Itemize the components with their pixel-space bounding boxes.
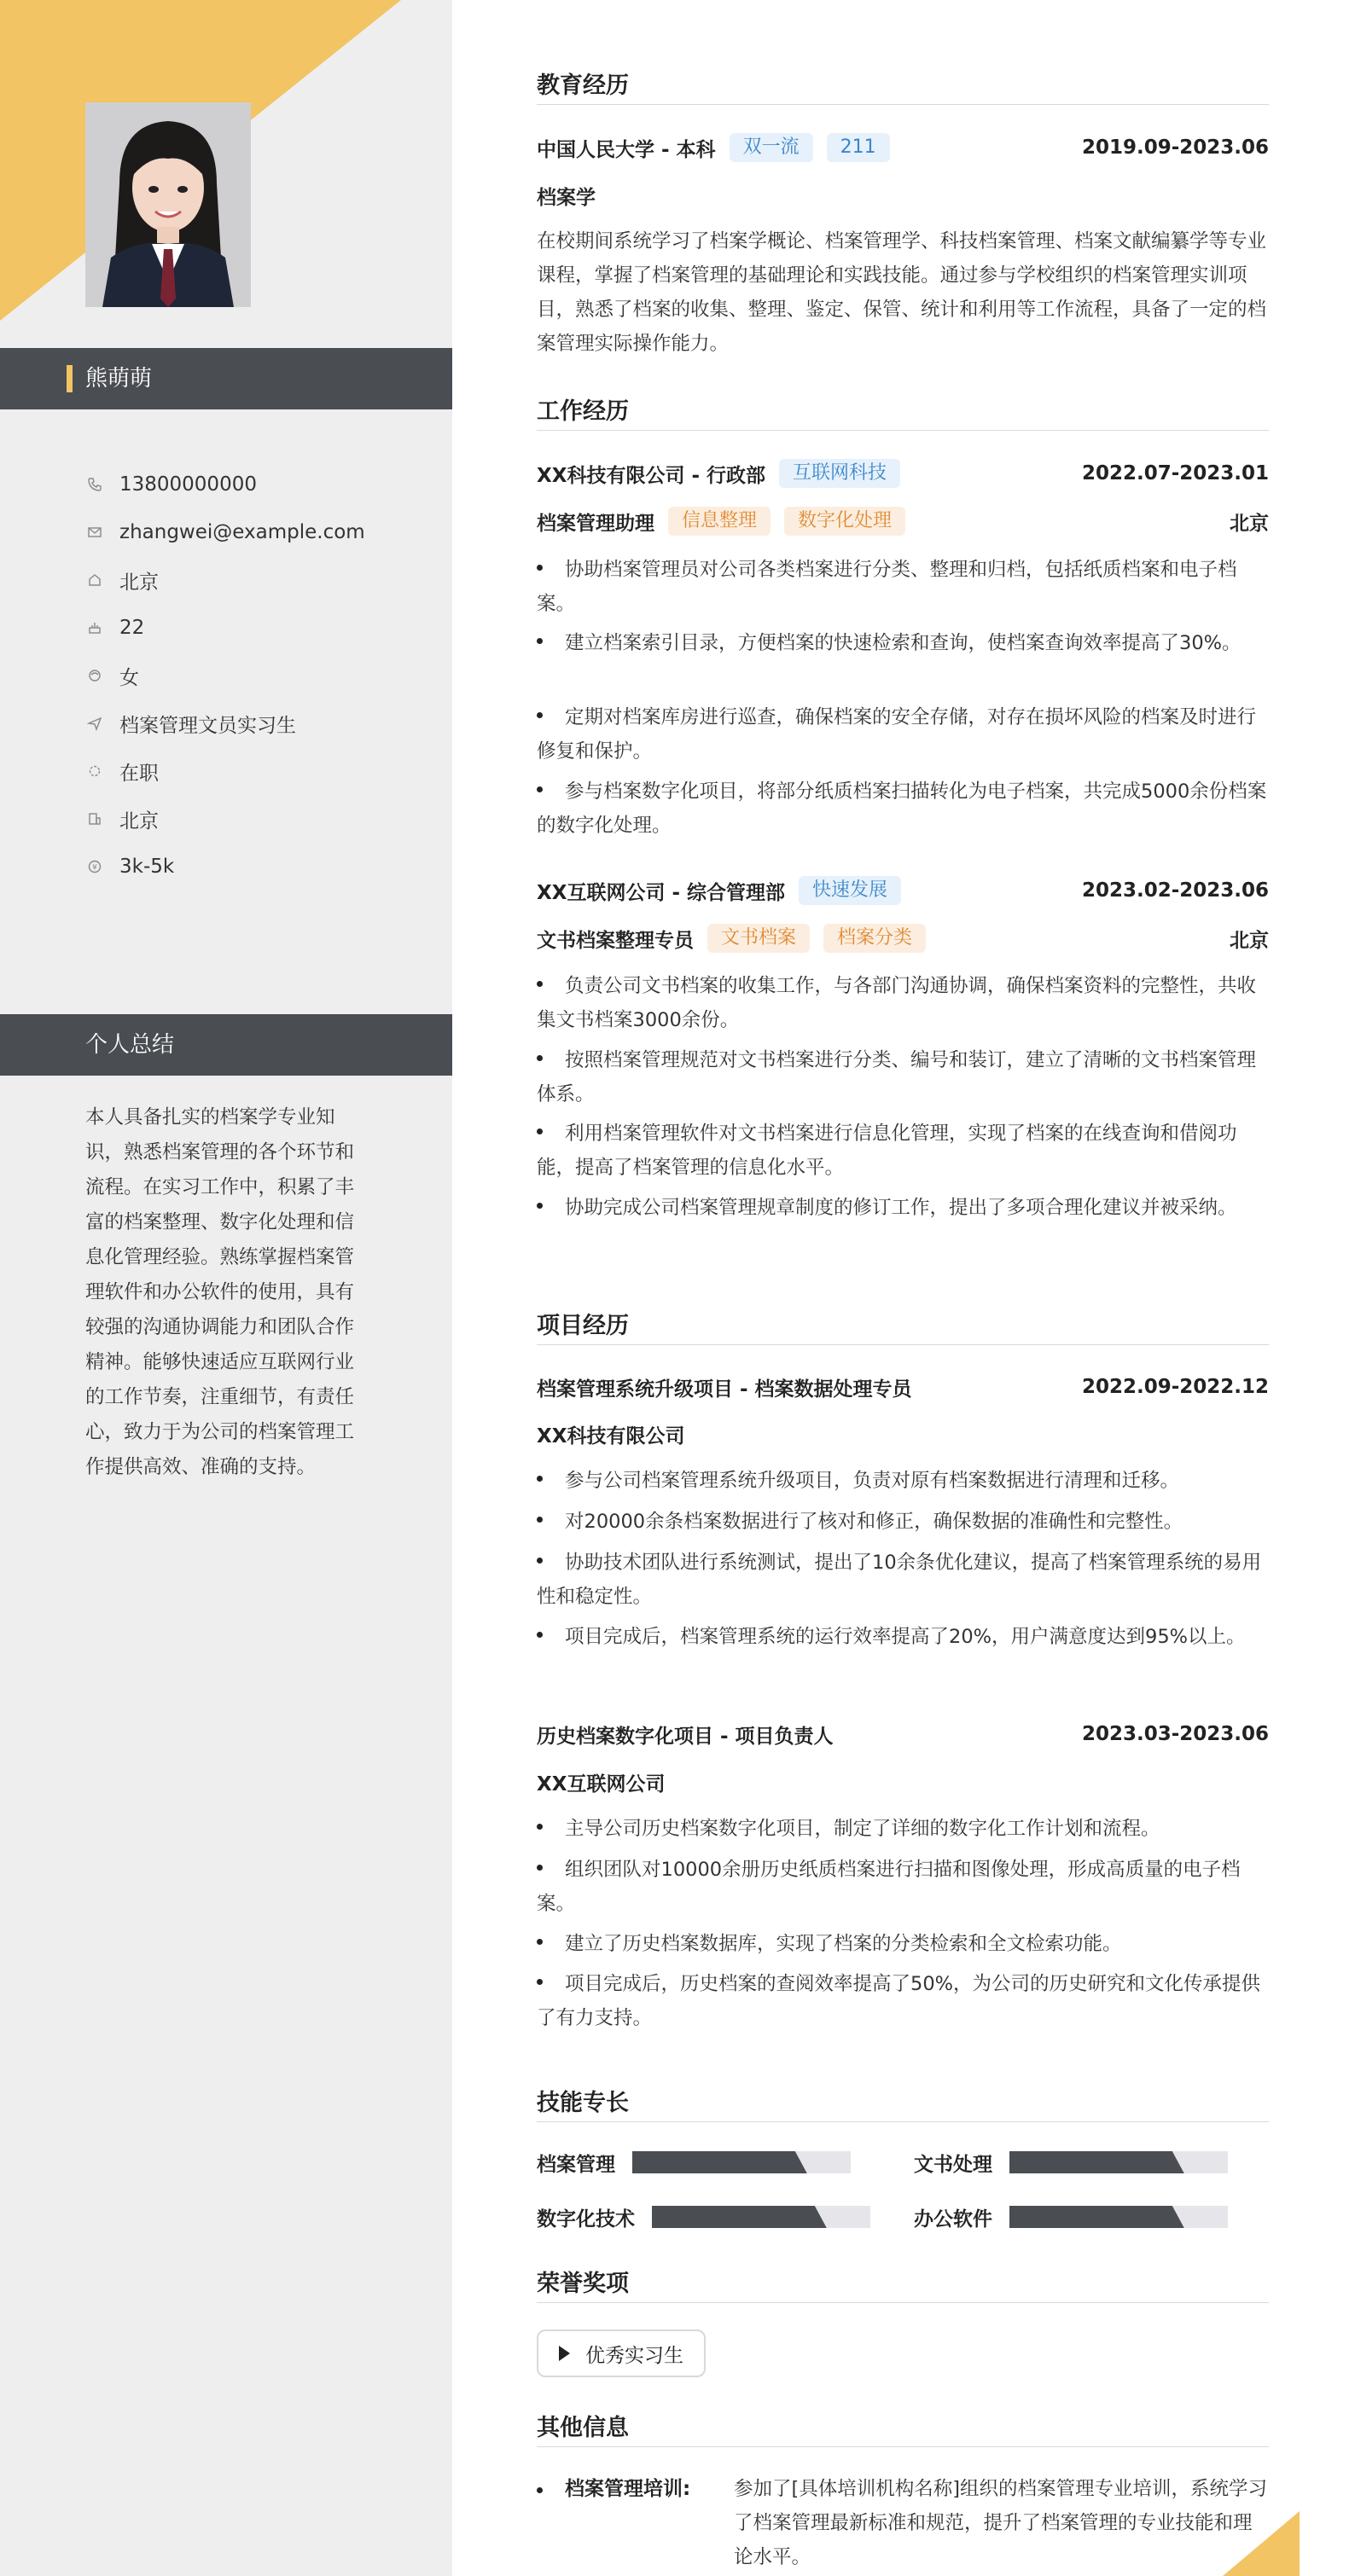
skill-bar [1009, 2151, 1228, 2173]
contact-text: 在职 [119, 762, 159, 785]
job-bullet: 参与档案数字化项目，将部分纸质档案扫描转化为电子档案，共完成5000余份档案的数字化处理。 [537, 780, 1267, 837]
project-bullet: 建立了历史档案数据库，实现了档案的分类检索和全文检索功能。 [537, 1927, 1269, 1961]
bullet-dot [537, 712, 543, 718]
education-header [537, 131, 1269, 165]
salary-icon [85, 857, 104, 876]
send-icon [85, 714, 104, 733]
candidate-name: 熊萌萌 [85, 366, 153, 392]
bullet-dot [537, 1517, 543, 1523]
bullet-dot [537, 565, 543, 571]
job-role: 档案管理助理 [537, 512, 654, 535]
contact-email [85, 508, 444, 556]
project-company: XX互联网公司 [537, 1772, 666, 1796]
project-bullet: 项目完成后，历史档案的查阅效率提高了50%，为公司的历史研究和文化传承提供了有力支持。 [537, 1973, 1261, 2029]
job-role-row [537, 921, 1269, 955]
project-bullet: 协助技术团队进行系统测试，提出了10余条优化建议，提高了档案管理系统的易用性和稳定性。 [537, 1552, 1262, 1608]
project-name: 档案管理系统升级项目 - 档案数据处理专员 [537, 1378, 912, 1401]
job-bullet: 按照档案管理规范对文书档案进行分类、编号和装订，建立了清晰的文书档案管理体系。 [537, 1049, 1257, 1105]
project-bullet: 组织团队对10000余册历史纸质档案进行扫描和图像处理，形成高质量的电子档案。 [537, 1859, 1241, 1915]
home-icon [85, 571, 104, 589]
status-icon [85, 762, 104, 780]
sidebar [0, 0, 452, 2576]
contact-age [85, 604, 444, 652]
job-city: 北京 [1230, 512, 1269, 535]
bullet-dot [537, 1055, 543, 1061]
summary-title-bar [0, 1014, 452, 1076]
job-bullet: 负责公司文书档案的收集工作，与各部门沟通协调，确保档案资料的完整性，共收集文书档案3000余份。 [537, 975, 1257, 1031]
skill-label: 数字化技术 [537, 2208, 635, 2231]
bullet-dot [537, 638, 543, 644]
company-name: XX互联网公司 - 综合管理部 [537, 881, 786, 904]
skill-fill [1009, 2206, 1184, 2228]
project-header [537, 1717, 1269, 1751]
skill-label: 档案管理 [537, 2153, 615, 2176]
role-tag: 文书档案 [707, 924, 810, 953]
contact-text: 3k-5k [119, 856, 175, 878]
project-date: 2022.09-2022.12 [1081, 1376, 1269, 1398]
contact-text: 北京 [119, 809, 159, 833]
role-tag: 信息整理 [668, 507, 771, 536]
job-bullet: 定期对档案库房进行巡查，确保档案的安全存储，对存在损坏风险的档案及时进行修复和保护。 [537, 706, 1257, 763]
other-info-item [537, 2472, 1269, 2574]
svg-text:¥: ¥ [92, 863, 97, 873]
bullet-dot [537, 1476, 543, 1482]
bullet-dot [537, 2487, 543, 2493]
project-company-row [537, 1417, 1269, 1451]
bullet-dot [537, 786, 543, 792]
summary-title: 个人总结 [85, 1032, 175, 1058]
section-title-education: 教育经历 [537, 67, 1269, 105]
contact-gender [85, 652, 444, 699]
bullet-dot [537, 1865, 543, 1871]
skill-fill [1009, 2151, 1184, 2173]
job-city: 北京 [1230, 929, 1269, 952]
section-title-honors: 荣誉奖项 [537, 2265, 1269, 2303]
section-title-projects: 项目经历 [537, 1307, 1269, 1345]
building-icon [85, 809, 104, 828]
job-bullet: 协助完成公司档案管理规章制度的修订工作，提出了多项合理化建议并被采纳。 [537, 1191, 1269, 1225]
project-name: 历史档案数字化项目 - 项目负责人 [537, 1725, 834, 1748]
job-bullet: 建立档案索引目录，方便档案的快速检索和查询，使档案查询效率提高了30%。 [537, 626, 1269, 660]
skill-item [537, 2145, 851, 2179]
bullet-dot [537, 1939, 543, 1945]
major: 档案学 [537, 186, 596, 209]
honor-label: 优秀实习生 [585, 2344, 683, 2367]
contact-salary [85, 843, 444, 891]
bullet-dot [537, 1632, 543, 1638]
role-tag: 档案分类 [823, 924, 926, 953]
major-row [537, 178, 1269, 212]
company-name: XX科技有限公司 - 行政部 [537, 464, 766, 487]
project-bullet: 主导公司历史档案数字化项目，制定了详细的数字化工作计划和流程。 [537, 1812, 1269, 1846]
contact-text: 北京 [119, 571, 159, 594]
bullet-dot [537, 1128, 543, 1134]
contact-text: zhangwei@example.com [119, 521, 365, 543]
contact-status [85, 747, 444, 795]
project-bullet: 参与公司档案管理系统升级项目，负责对原有档案数据进行清理和迁移。 [537, 1464, 1269, 1498]
job-header [537, 456, 1269, 490]
bullet-dot [537, 1558, 543, 1564]
skill-item [537, 2200, 870, 2234]
skill-bar [632, 2151, 851, 2173]
profile-photo [85, 102, 251, 307]
honor-item [537, 2329, 706, 2377]
skill-item [914, 2200, 1228, 2234]
section-title-skills: 技能专长 [537, 2084, 1269, 2122]
job-date: 2023.02-2023.06 [1081, 879, 1269, 902]
skill-fill [652, 2206, 827, 2228]
phone-icon [85, 475, 104, 494]
school-tag: 211 [827, 133, 890, 162]
contact-city [85, 795, 444, 843]
bullet-dot [537, 1824, 543, 1830]
skill-bar [652, 2206, 870, 2228]
project-date: 2023.03-2023.06 [1081, 1723, 1269, 1745]
school-tag: 双一流 [730, 133, 813, 162]
project-company: XX科技有限公司 [537, 1424, 685, 1448]
other-text: 参加了[具体培训机构名称]组织的档案管理专业培训，系统学习了档案管理最新标准和规范，提升了档案管理的专业技能和理论水平。 [734, 2478, 1268, 2568]
corner-decoration-bottom [1223, 2511, 1300, 2576]
email-icon [85, 523, 104, 542]
contact-text: 档案管理文员实习生 [119, 714, 296, 737]
school-name: 中国人民大学 - 本科 [537, 138, 716, 161]
project-bullet: 对20000余条档案数据进行了核对和修正，确保数据的准确性和完整性。 [537, 1505, 1269, 1539]
job-header [537, 873, 1269, 908]
bullet-dot [537, 981, 543, 987]
job-role-row [537, 504, 1269, 538]
skill-fill [632, 2151, 807, 2173]
skill-bar [1009, 2206, 1228, 2228]
job-role: 文书档案整理专员 [537, 929, 694, 952]
job-bullet: 协助档案管理员对公司各类档案进行分类、整理和归档，包括纸质档案和电子档案。 [537, 559, 1237, 615]
summary-text: 本人具备扎实的档案学专业知识，熟悉档案管理的各个环节和流程。在实习工作中，积累了丰富的档案整理、数字化处理和信息化管理经验。熟练掌握档案管理软件和办公软件的使用，具有较强的沟通协调能力和团队合作精神。能够快速适应互联网行业的工作节奏，注重细节，有责任心，致力于为公司的档案管理工作提供高效、准确的支持。 [85, 1106, 355, 1478]
project-company-row [537, 1765, 1269, 1799]
education-desc: 在校期间系统学习了档案学概论、档案管理学、科技档案管理、档案文献编纂学等专业课程，掌握了档案管理的基础理论和实践技能。通过参与学校组织的档案管理实训项目，熟悉了档案的收集、整理、鉴定、保管、统计和利用等工作流程，具备了一定的档案管理实际操作能力。 [537, 230, 1267, 355]
other-label: 档案管理培训: [565, 2478, 691, 2500]
role-tag: 数字化处理 [784, 507, 905, 536]
project-bullet: 项目完成后，档案管理系统的运行效率提高了20%，用户满意度达到95%以上。 [537, 1620, 1269, 1654]
skill-item [914, 2145, 1228, 2179]
contact-position [85, 699, 444, 747]
section-title-work: 工作经历 [537, 392, 1269, 431]
contact-location [85, 556, 444, 604]
company-tag: 互联网科技 [779, 459, 900, 488]
contact-text: 13800000000 [119, 473, 257, 496]
bullet-dot [537, 1979, 543, 1985]
section-title-other: 其他信息 [537, 2409, 1269, 2447]
contact-list [85, 461, 444, 891]
contact-text: 22 [119, 617, 145, 639]
contact-phone [85, 461, 444, 508]
name-bar [0, 348, 452, 409]
skill-label: 办公软件 [914, 2208, 992, 2231]
gender-icon [85, 666, 104, 685]
cake-icon [85, 618, 104, 637]
education-date: 2019.09-2023.06 [1081, 136, 1269, 159]
company-tag: 快速发展 [799, 876, 901, 905]
contact-text: 女 [119, 666, 139, 689]
job-date: 2022.07-2023.01 [1081, 462, 1269, 484]
name-accent-mark [67, 365, 73, 392]
bullet-dot [537, 1203, 543, 1209]
job-bullet: 利用档案管理软件对文书档案进行信息化管理，实现了档案的在线查询和借阅功能，提高了档案管理的信息化水平。 [537, 1123, 1237, 1179]
project-header [537, 1370, 1269, 1404]
play-icon [559, 2346, 570, 2361]
skill-label: 文书处理 [914, 2153, 992, 2176]
